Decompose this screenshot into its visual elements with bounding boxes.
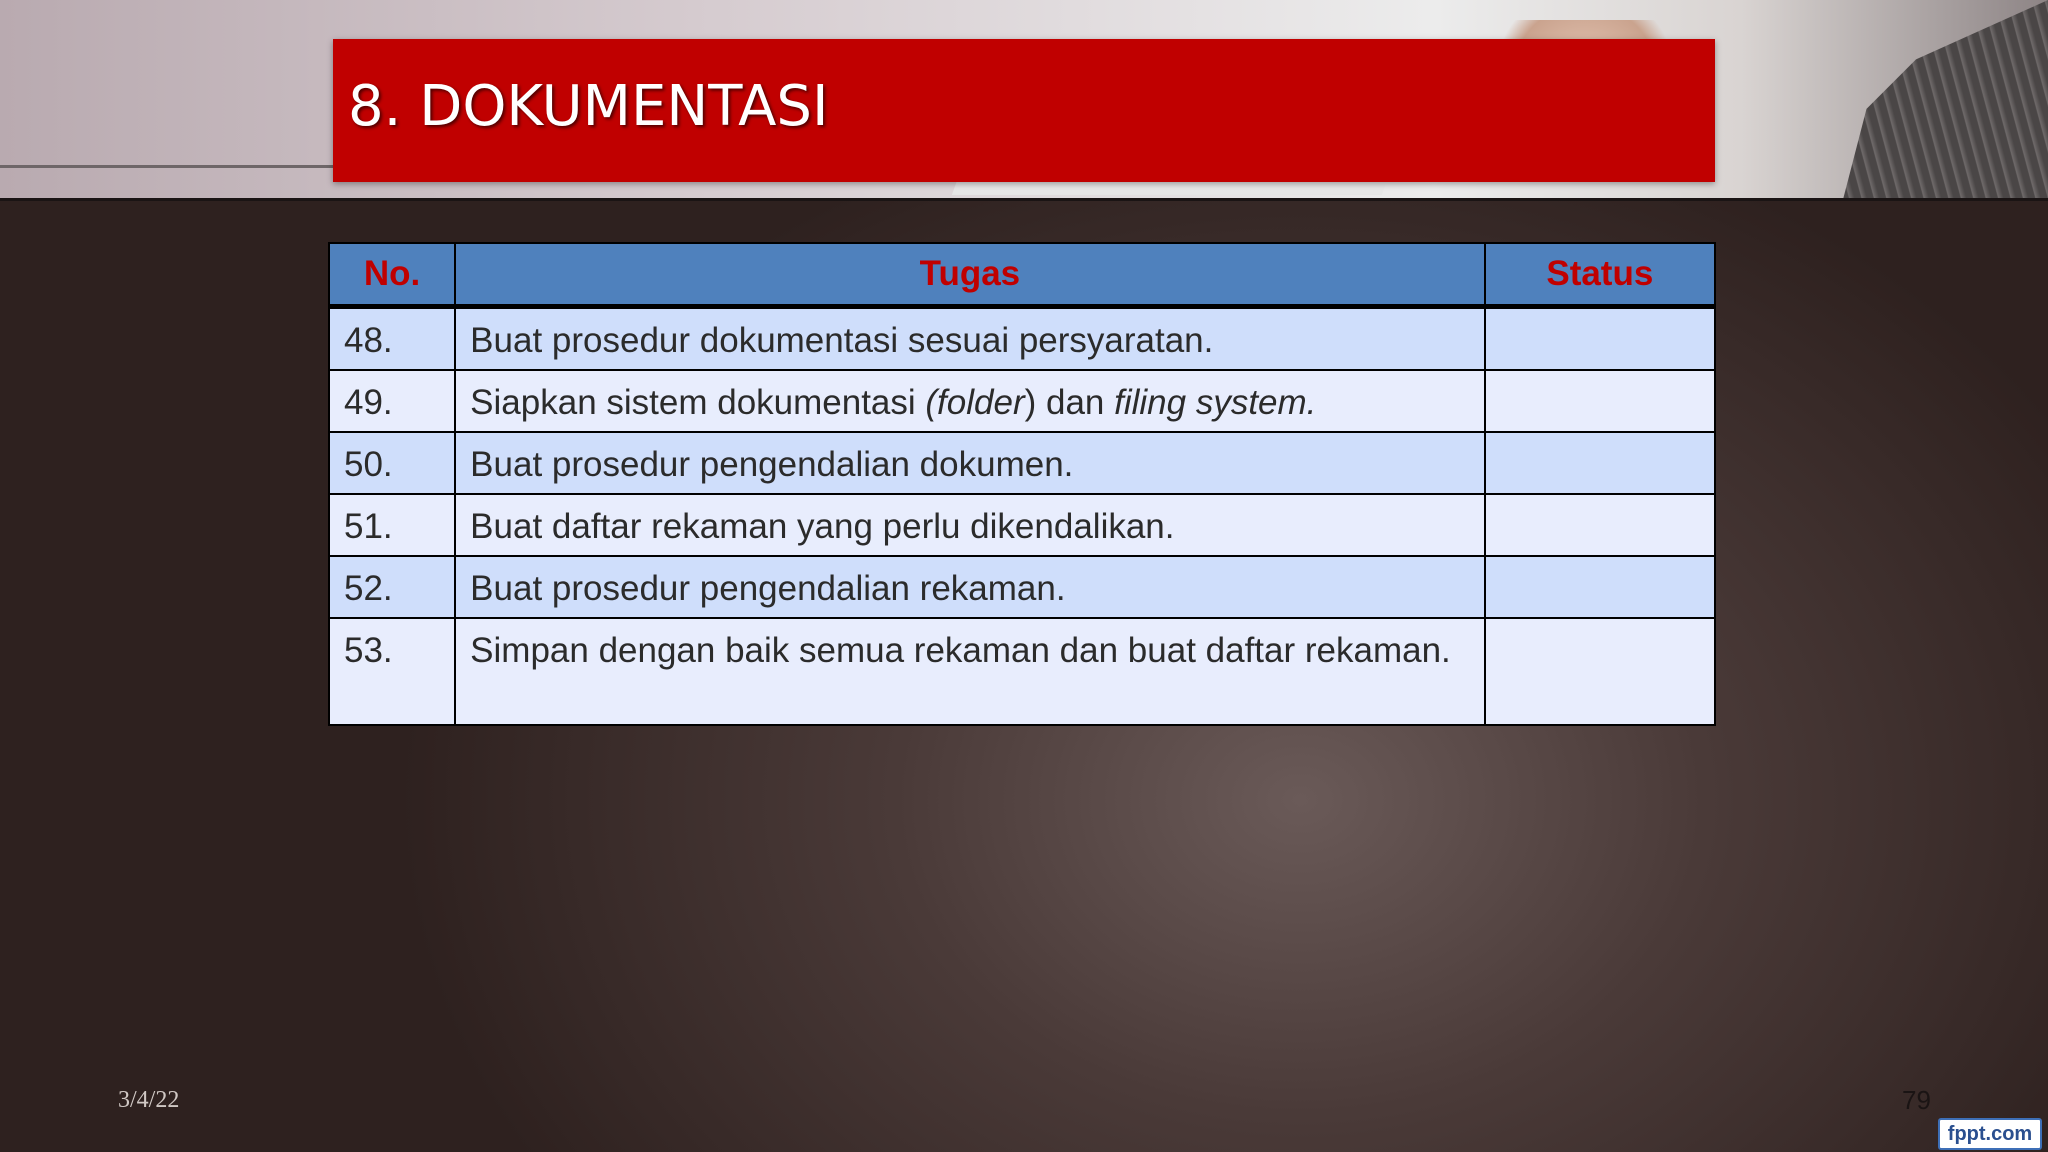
business-suit-image bbox=[1718, 0, 2048, 198]
header-task: Tugas bbox=[455, 243, 1484, 307]
table-header-row bbox=[329, 243, 1715, 307]
table-row bbox=[329, 556, 1715, 618]
table-row bbox=[329, 370, 1715, 432]
table-row bbox=[329, 618, 1715, 725]
task-text: ) dan bbox=[1024, 383, 1115, 422]
slide-title: 8. DOKUMENTASI bbox=[348, 74, 829, 139]
row-number: 51. bbox=[329, 494, 455, 556]
header-stripe bbox=[0, 165, 340, 168]
fppt-watermark-logo: fppt.com bbox=[1938, 1118, 2042, 1150]
row-status bbox=[1485, 494, 1715, 556]
row-status bbox=[1485, 618, 1715, 725]
row-status bbox=[1485, 556, 1715, 618]
row-number: 52. bbox=[329, 556, 455, 618]
task-text-italic: filing system. bbox=[1114, 383, 1317, 422]
row-status bbox=[1485, 432, 1715, 494]
row-number: 53. bbox=[329, 618, 455, 725]
row-status bbox=[1485, 370, 1715, 432]
table-row bbox=[329, 307, 1715, 371]
header-no: No. bbox=[329, 243, 455, 307]
row-task: Buat daftar rekaman yang perlu dikendalikan. bbox=[455, 494, 1484, 556]
task-table bbox=[328, 242, 1716, 726]
header-status: Status bbox=[1485, 243, 1715, 307]
row-task bbox=[455, 370, 1484, 432]
task-text: Siapkan sistem dokumentasi bbox=[470, 383, 926, 422]
row-number: 49. bbox=[329, 370, 455, 432]
slide-date: 3/4/22 bbox=[118, 1087, 180, 1113]
row-task: Buat prosedur pengendalian dokumen. bbox=[455, 432, 1484, 494]
row-task: Buat prosedur pengendalian rekaman. bbox=[455, 556, 1484, 618]
task-text-italic: (folder bbox=[925, 383, 1025, 422]
row-status bbox=[1485, 307, 1715, 371]
row-number: 48. bbox=[329, 307, 455, 371]
row-number: 50. bbox=[329, 432, 455, 494]
table-row bbox=[329, 432, 1715, 494]
row-task: Simpan dengan baik semua rekaman dan buat daftar rekaman. bbox=[455, 618, 1484, 725]
row-task: Buat prosedur dokumentasi sesuai persyaratan. bbox=[455, 307, 1484, 371]
table-row bbox=[329, 494, 1715, 556]
page-number: 79 bbox=[1902, 1085, 1931, 1115]
